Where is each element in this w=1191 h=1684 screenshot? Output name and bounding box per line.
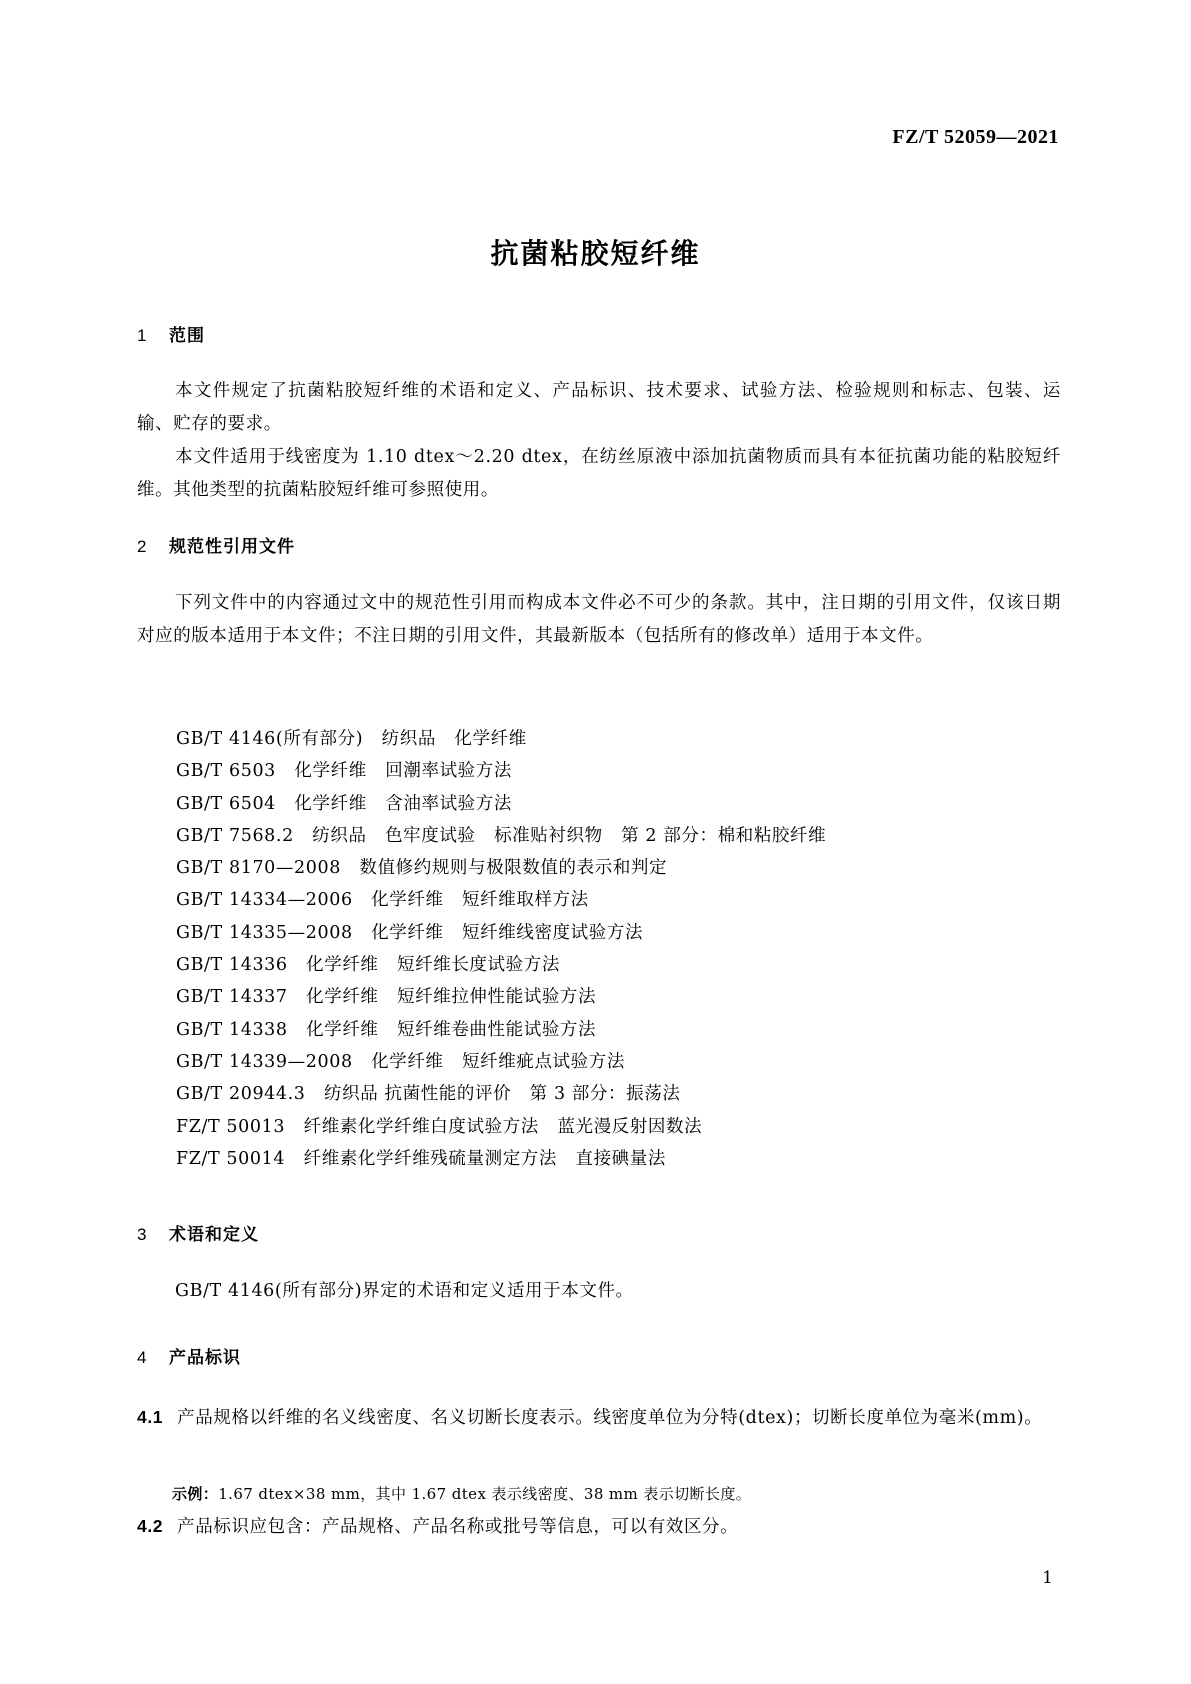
clause-text: 产品规格以纤维的名义线密度、名义切断长度表示。线密度单位为分特(dtex)；切断长度单位为毫米(mm)。: [177, 1408, 1043, 1428]
example-text: 1.67 dtex×38 mm，其中 1.67 dtex 表示线密度、38 mm 表示切断长度。: [218, 1485, 752, 1503]
reference-item: GB/T 14336 化学纤维 短纤维长度试验方法: [176, 955, 560, 976]
standard-code: FZ/T 52059—2021: [892, 126, 1059, 148]
section-number: 4: [137, 1348, 148, 1367]
section-heading-product-marking: [137, 1343, 241, 1368]
references-intro-paragraph: 下列文件中的内容通过文中的规范性引用而构成本文件必不可少的条款。其中，注日期的引用文件，仅该日期对应的版本适用于本文件；不注日期的引用文件，其最新版本（包括所有的修改单）适用于本文件。: [137, 593, 1061, 646]
reference-item: GB/T 6504 化学纤维 含油率试验方法: [176, 793, 512, 814]
reference-item: GB/T 6503 化学纤维 回潮率试验方法: [176, 761, 512, 782]
clause-4-2: [137, 1510, 1061, 1544]
reference-item: GB/T 14337 化学纤维 短纤维拉伸性能试验方法: [176, 987, 597, 1008]
clause-number: 4.1: [137, 1407, 164, 1427]
scope-paragraph-2: 本文件适用于线密度为 1.10 dtex～2.20 dtex，在纺丝原液中添加抗菌物质而具有本征抗菌功能的粘胶短纤维。其他类型的抗菌粘胶短纤维可参照使用。: [137, 447, 1061, 500]
reference-item: GB/T 14334—2006 化学纤维 短纤维取样方法: [176, 890, 589, 911]
reference-item: GB/T 14338 化学纤维 短纤维卷曲性能试验方法: [176, 1019, 597, 1040]
section-title: 规范性引用文件: [169, 537, 295, 557]
document-title: 抗菌粘胶短纤维: [490, 237, 701, 270]
section-title: 范围: [169, 326, 205, 346]
clause-text: 产品标识应包含：产品规格、产品名称或批号等信息，可以有效区分。: [177, 1517, 739, 1537]
section-number: 2: [137, 537, 148, 556]
scope-paragraph-1: 本文件规定了抗菌粘胶短纤维的术语和定义、产品标识、技术要求、试验方法、检验规则和标志、包装、运输、贮存的要求。: [137, 381, 1061, 434]
reference-item: GB/T 14339—2008 化学纤维 短纤维疵点试验方法: [176, 1051, 625, 1072]
example-label: 示例：: [172, 1485, 219, 1503]
section-number: 1: [137, 326, 148, 345]
reference-item: GB/T 20944.3 纺织品 抗菌性能的评价 第 3 部分：振荡法: [176, 1084, 681, 1105]
section-title: 术语和定义: [169, 1225, 259, 1245]
clause-4-1: [137, 1401, 1061, 1435]
reference-item: GB/T 4146(所有部分) 纺织品 化学纤维: [176, 729, 527, 749]
page-number: 1: [1042, 1568, 1053, 1588]
example-note: [172, 1483, 751, 1504]
section-title: 产品标识: [169, 1348, 241, 1368]
terms-paragraph: GB/T 4146(所有部分)界定的术语和定义适用于本文件。: [175, 1281, 634, 1301]
reference-list: [176, 723, 826, 1175]
reference-item: GB/T 14335—2008 化学纤维 短纤维线密度试验方法: [176, 922, 644, 943]
section-number: 3: [137, 1225, 148, 1244]
section-heading-terms: [137, 1220, 259, 1245]
clause-number: 4.2: [137, 1516, 164, 1536]
reference-item: FZ/T 50014 纤维素化学纤维残硫量测定方法 直接碘量法: [176, 1148, 666, 1169]
reference-item: GB/T 8170—2008 数值修约规则与极限数值的表示和判定: [176, 858, 668, 879]
reference-item: GB/T 7568.2 纺织品 色牢度试验 标准贴衬织物 第 2 部分：棉和粘胶纤维: [176, 825, 827, 846]
section-heading-normative-references: [137, 532, 295, 557]
section-heading-scope: [137, 321, 205, 346]
reference-item: FZ/T 50013 纤维素化学纤维白度试验方法 蓝光漫反射因数法: [176, 1116, 703, 1137]
